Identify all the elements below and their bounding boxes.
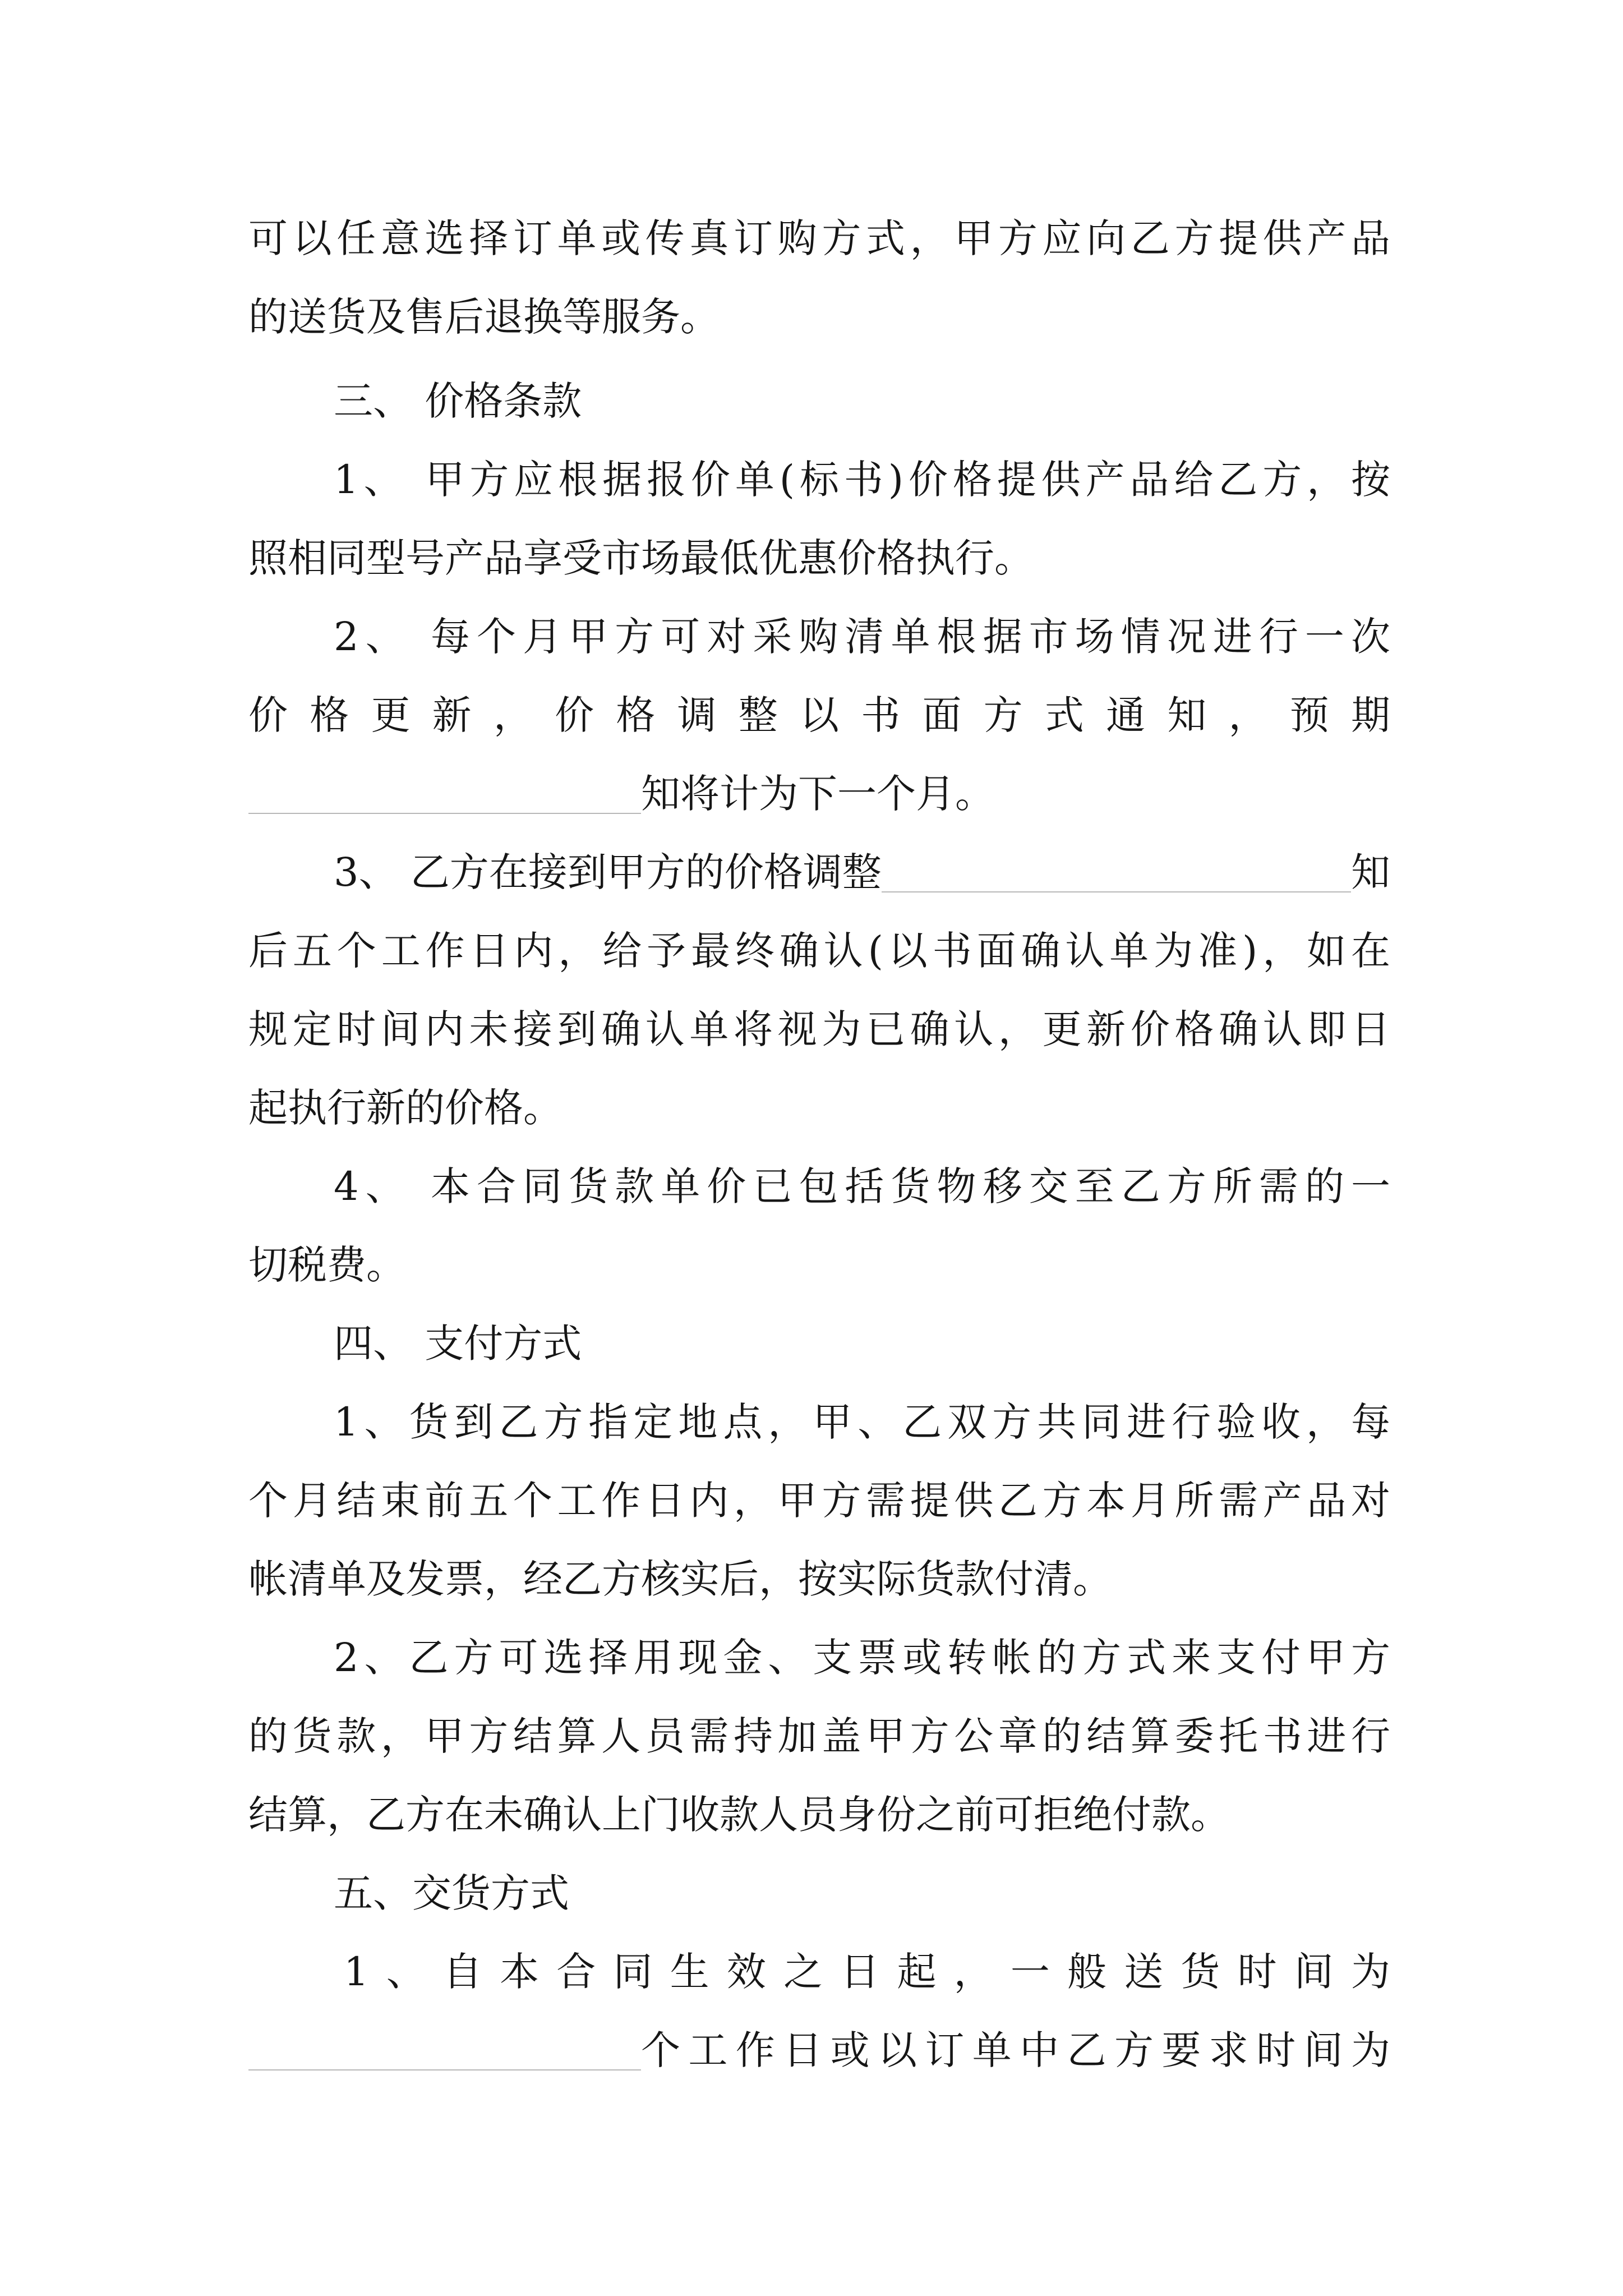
text-line: 价格更新，价格调整以书面方式通知，预期 [248,692,1390,738]
blank-field[interactable] [882,891,1351,892]
text-line: 1、自本合同生效之日起，一般送货时间为 [344,1949,1390,1995]
blank-field[interactable] [248,813,641,814]
text-line: 2、乙方可选择用现金、支票或转帐的方式来支付甲方 [334,1635,1390,1681]
fill-in-line [248,2011,1390,2090]
section-heading: 三、 价格条款 [334,378,582,424]
text-line: 起执行新的价格。 [248,1085,562,1131]
text-line: 个月结束前五个工作日内，甲方需提供乙方本月所需产品对 [248,1478,1390,1524]
text-line: 结算，乙方在未确认上门收款人员身份之前可拒绝付款。 [248,1792,1230,1838]
text-line: 的送货及售后退换等服务。 [248,294,720,340]
text-fragment: 知将计为下一个月。 [641,771,994,817]
section-heading: 四、 支付方式 [334,1320,582,1366]
text-line: 照相同型号产品享受市场最低优惠价格执行。 [248,535,1034,581]
text-line: 1、货到乙方指定地点，甲、乙双方共同进行验收，每 [334,1399,1390,1445]
text-fragment: 3、 乙方在接到甲方的价格调整 [334,849,882,895]
section-heading: 五、交货方式 [334,1870,569,1916]
fill-in-line [248,754,1390,833]
text-line: 切税费。 [248,1242,405,1288]
text-line: 后五个工作日内，给予最终确认(以书面确认单为准)，如在 [248,928,1390,974]
text-fragment: 个工作日或以订单中乙方要求时间为 [641,2027,1390,2073]
text-line: 的货款，甲方结算人员需持加盖甲方公章的结算委托书进行 [248,1713,1390,1759]
text-line: 4、 本合同货款单价已包括货物移交至乙方所需的一 [334,1163,1390,1209]
text-line: 规定时间内未接到确认单将视为已确认，更新价格确认即日 [248,1006,1390,1052]
text-line: 2、 每个月甲方可对采购清单根据市场情况进行一次 [334,614,1390,660]
text-line: 可以任意选择订单或传真订购方式，甲方应向乙方提供产品 [248,215,1390,261]
text-line: 1、 甲方应根据报价单(标书)价格提供产品给乙方，按 [334,457,1390,503]
text-fragment: 知 [1351,849,1390,895]
blank-field[interactable] [248,2069,641,2070]
fill-in-line [248,833,1390,912]
text-line: 帐清单及发票，经乙方核实后，按实际货款付清。 [248,1556,1112,1602]
